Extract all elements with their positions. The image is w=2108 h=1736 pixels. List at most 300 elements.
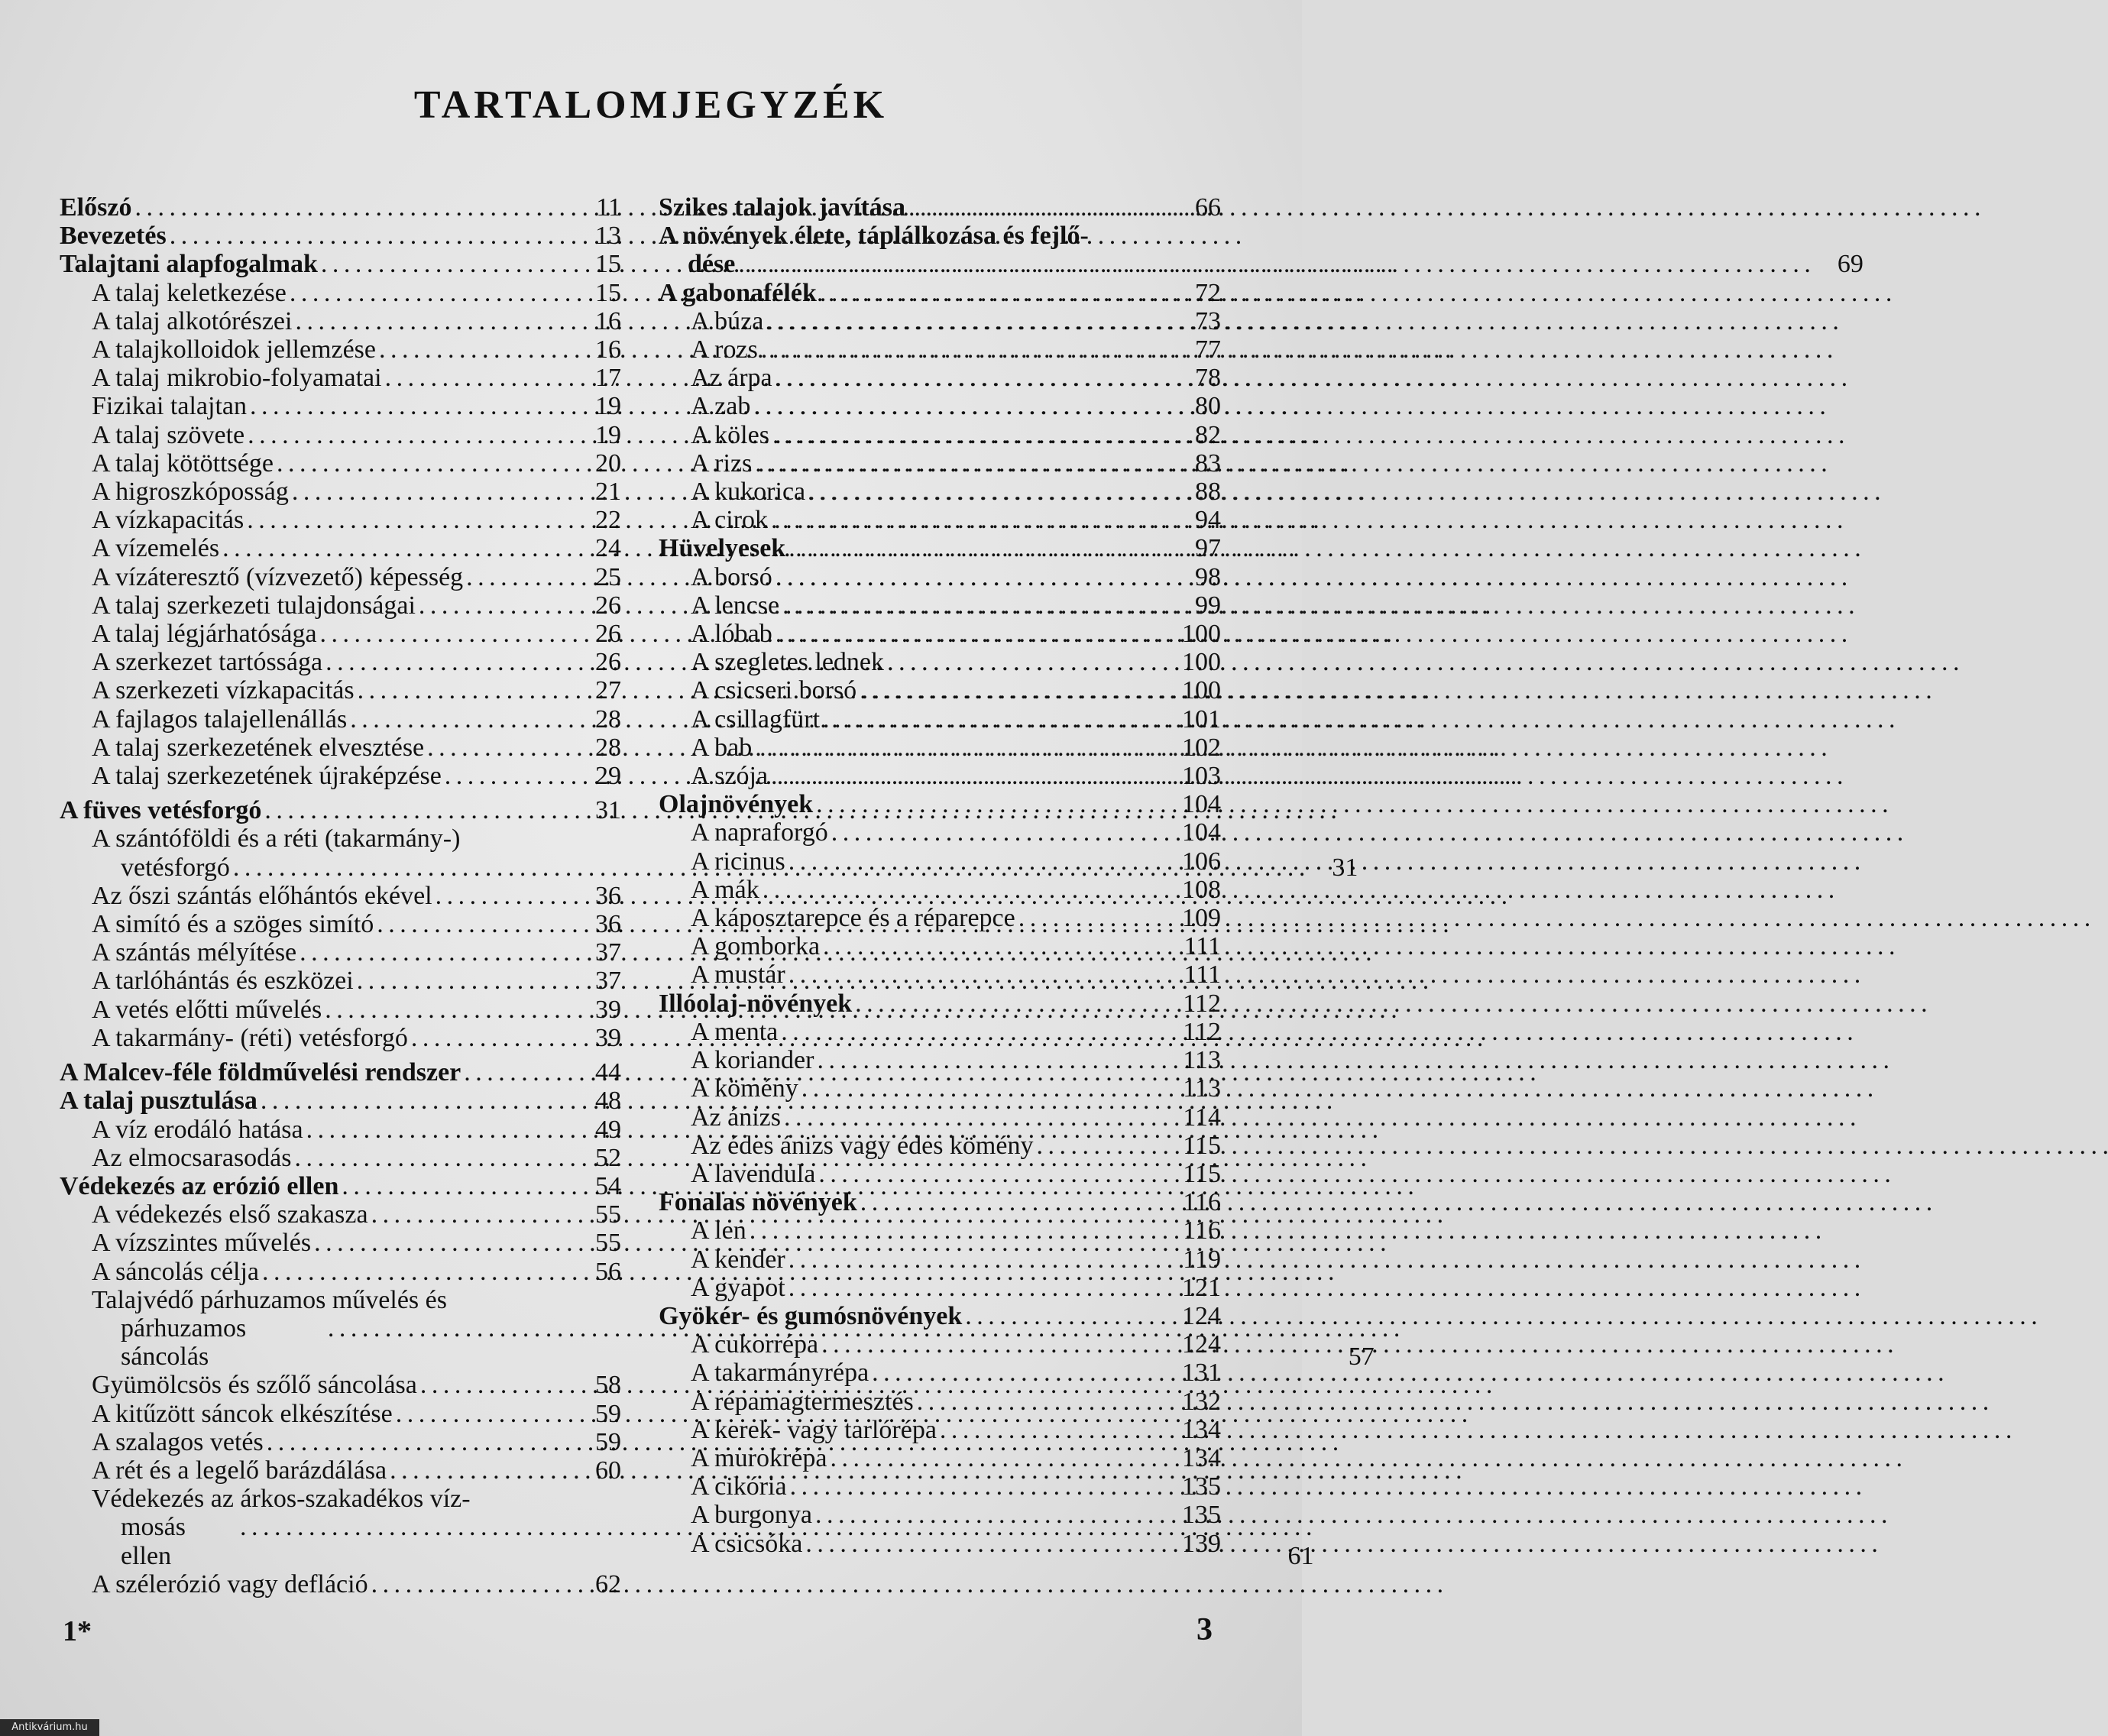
toc-page-number: 39 (595, 995, 621, 1024)
dot-leader (860, 676, 1167, 704)
dot-leader (295, 307, 568, 335)
toc-page-number: 37 (595, 967, 621, 996)
toc-page-number: 103 (1182, 762, 1221, 791)
toc-entry (659, 364, 1221, 392)
toc-entry-label: Szikes talajok javítása (659, 193, 905, 222)
toc-entry (659, 705, 1221, 734)
dot-leader (815, 1501, 1167, 1529)
toc-entry-label: A rozs (691, 335, 758, 364)
toc-page-number: 54 (595, 1171, 621, 1200)
dot-leader (755, 449, 1167, 478)
toc-entry (659, 1388, 1221, 1416)
dot-leader (436, 882, 568, 910)
toc-page-number: 101 (1182, 704, 1221, 734)
toc-entry (60, 392, 621, 420)
dot-leader (267, 1428, 568, 1456)
toc-page-number: 36 (595, 910, 621, 939)
toc-page-number: 27 (595, 676, 621, 705)
toc-page-number: 16 (595, 306, 621, 335)
toc-page-number: 26 (595, 648, 621, 677)
toc-page-number: 22 (595, 506, 621, 535)
toc-entry (659, 1472, 1221, 1501)
dot-leader (790, 1472, 1167, 1501)
toc-entry (659, 1530, 1221, 1558)
toc-entry (60, 449, 621, 478)
toc-entry-label: A gomborka (691, 932, 821, 961)
dot-leader (1036, 1132, 1167, 1160)
toc-entry (659, 1074, 1221, 1103)
toc-entry-label: A cirok (691, 506, 769, 535)
toc-entry (659, 648, 1221, 676)
toc-page-number: 66 (1195, 193, 1221, 222)
toc-entry-label: A talaj mikrobio-folyamatai (92, 364, 382, 393)
dot-leader (342, 1172, 568, 1200)
dot-leader (445, 762, 568, 790)
dot-leader (385, 364, 568, 392)
toc-entry (659, 1216, 1221, 1245)
toc-entry-label: A takarmány- (réti) vetésforgó (92, 1023, 408, 1052)
toc-entry-label: A gabonafélék (659, 278, 817, 307)
dot-leader (427, 734, 568, 762)
dot-leader (295, 1144, 568, 1172)
toc-entry (659, 960, 1221, 989)
toc-page-number: 80 (1195, 392, 1221, 421)
toc-page-number: 113 (1183, 1046, 1221, 1075)
toc-heading-entry (60, 1087, 621, 1115)
toc-page-number: 56 (595, 1257, 621, 1286)
dot-leader (358, 676, 568, 704)
toc-page-number: 19 (595, 420, 621, 449)
dot-leader (419, 591, 568, 620)
toc-entry (659, 620, 1221, 648)
toc-entry (60, 534, 621, 562)
toc-entry (659, 392, 1221, 420)
toc-entry-label: A bab (691, 733, 753, 762)
dot-leader (820, 279, 1167, 307)
toc-entry-label: Az árpa (691, 364, 772, 393)
toc-entry (659, 1416, 1221, 1444)
dot-leader (262, 1258, 568, 1286)
dot-leader (250, 392, 568, 420)
toc-page-number: 24 (595, 534, 621, 563)
toc-entry (659, 847, 1221, 876)
toc-entry-label-line2: mosás ellen (121, 1513, 186, 1570)
toc-entry-label: A csicsóka (691, 1529, 803, 1558)
toc-page-number: 28 (595, 704, 621, 734)
toc-page-number: 72 (1195, 278, 1221, 307)
dot-leader (788, 1245, 1167, 1274)
toc-entry (659, 1018, 1221, 1046)
toc-page-number: 78 (1195, 364, 1221, 393)
toc-entry (60, 1024, 621, 1052)
toc-entry-label: A védekezés első szakasza (92, 1200, 368, 1229)
dot-leader (831, 818, 1167, 847)
dot-leader (277, 449, 568, 478)
toc-entry-label: A mák (691, 875, 759, 904)
toc-heading-entry (60, 222, 621, 250)
toc-entry (659, 421, 1221, 449)
dot-leader (170, 222, 568, 250)
toc-page-number: 88 (1195, 478, 1221, 507)
toc-page-number: 83 (1195, 449, 1221, 478)
toc-entry-label: A vízemelés (92, 534, 220, 563)
toc-entry (60, 1456, 621, 1485)
dot-leader (300, 938, 568, 967)
dot-leader (314, 1229, 568, 1257)
toc-entry-label: A cikória (691, 1472, 787, 1501)
toc-entry-label: A tarlóhántás és eszközei (92, 967, 354, 996)
toc-entry-label: A talaj légjárhatósága (92, 620, 317, 649)
toc-entry-label: A gyapot (691, 1273, 785, 1302)
toc-entry-label: Az édes ánizs vagy édes kömény (691, 1131, 1034, 1160)
toc-page-number: 99 (1195, 591, 1221, 620)
toc-page-number: 124 (1182, 1330, 1221, 1359)
toc-page-number: 55 (595, 1229, 621, 1258)
toc-entry-label: Előszó (60, 193, 132, 222)
dot-leader (396, 1400, 568, 1428)
toc-entry-label: A kömény (691, 1074, 798, 1103)
toc-page-number: 15 (595, 278, 621, 307)
toc-entry (60, 1400, 621, 1428)
toc-page-number: 69 (1837, 250, 1864, 279)
dot-leader (261, 1087, 568, 1115)
toc-entry (60, 307, 621, 335)
toc-entry (659, 478, 1221, 506)
toc-entry (659, 563, 1221, 591)
toc-entry (659, 1160, 1221, 1188)
toc-page-number: 73 (1195, 306, 1221, 335)
toc-entry-label: Fizikai talajtan (92, 392, 247, 421)
toc-heading-entry (60, 193, 621, 222)
toc-entry (659, 876, 1221, 904)
toc-entry-label: A szalagos vetés (92, 1427, 264, 1456)
dot-leader (788, 960, 1167, 989)
toc-entry (659, 506, 1221, 534)
dot-leader (264, 796, 568, 824)
toc-entry-label: A talaj szerkezeti tulajdonságai (92, 591, 416, 620)
toc-page-number: 44 (595, 1058, 621, 1087)
toc-page-number: 119 (1183, 1245, 1221, 1274)
toc-entry-label: A higroszkóposság (92, 478, 289, 507)
dot-leader (357, 967, 568, 995)
toc-page-number: 29 (595, 762, 621, 791)
toc-entry-label: A kitűzött sáncok elkészítése (92, 1399, 393, 1428)
dot-leader (1018, 904, 1167, 932)
toc-page-number: 116 (1183, 1216, 1221, 1245)
dot-leader (781, 1018, 1167, 1046)
toc-page-number: 97 (1195, 534, 1221, 563)
toc-page-number: 139 (1182, 1529, 1221, 1558)
dot-leader (782, 591, 1167, 620)
toc-entry (60, 882, 621, 910)
toc-page-number: 59 (595, 1399, 621, 1428)
dot-leader (808, 478, 1167, 506)
dot-leader (321, 250, 568, 278)
toc-page-number: 49 (595, 1115, 621, 1144)
toc-page-number: 112 (1183, 1017, 1221, 1046)
toc-page-number: 121 (1182, 1273, 1221, 1302)
toc-page-number: 26 (595, 591, 621, 620)
dot-leader (420, 1371, 568, 1399)
toc-page-number: 77 (1195, 335, 1221, 364)
toc-entry-label: A kukorica (691, 478, 806, 507)
toc-page-number: 114 (1183, 1103, 1221, 1132)
toc-entry (659, 762, 1221, 790)
dot-leader (292, 478, 568, 506)
toc-page-number: 61 (1287, 1541, 1314, 1570)
toc-entry (60, 279, 621, 307)
dot-leader (965, 1302, 1167, 1330)
toc-entry-label: A szója (691, 762, 769, 791)
toc-page-number: 17 (595, 364, 621, 393)
toc-entry-label: A borsó (691, 562, 772, 591)
toc-page-number: 21 (595, 478, 621, 507)
toc-entry-label: A talaj szerkezetének elvesztése (92, 733, 425, 762)
dot-leader (776, 364, 1167, 392)
dot-leader (290, 279, 568, 307)
dot-leader (860, 1188, 1167, 1216)
dot-leader (816, 790, 1167, 818)
toc-entry-label: Az őszi szántás előhántós ekével (92, 881, 432, 910)
dot-leader (908, 193, 1167, 222)
toc-page-number: 60 (595, 1456, 621, 1485)
dot-leader (776, 563, 1167, 591)
toc-entry (60, 705, 621, 734)
toc-entry (60, 676, 621, 704)
dot-leader (766, 307, 1167, 335)
dot-leader (411, 1024, 568, 1052)
toc-entry (659, 335, 1221, 364)
toc-entry-label: A szántás mélyítése (92, 938, 297, 967)
toc-entry-label: A csicseri borsó (691, 676, 857, 705)
toc-entry-label-line1: Talajvédő párhuzamos művelés és (92, 1285, 447, 1314)
dot-leader (917, 1388, 1167, 1416)
toc-page-number: 28 (595, 733, 621, 762)
toc-entry (60, 967, 621, 995)
section-gap (60, 1052, 621, 1058)
toc-page-number: 134 (1182, 1415, 1221, 1444)
toc-entry-label: A talaj keletkezése (92, 278, 287, 307)
toc-entry (60, 938, 621, 967)
dot-leader (830, 1444, 1167, 1472)
toc-page-number: 11 (596, 193, 621, 222)
toc-heading-entry (659, 193, 1221, 222)
toc-page-number: 134 (1182, 1443, 1221, 1472)
toc-entry (60, 335, 621, 364)
toc-page-number: 37 (595, 938, 621, 967)
toc-heading-entry (60, 796, 621, 824)
dot-leader (805, 1530, 1167, 1558)
dot-leader (940, 1416, 1167, 1444)
toc-entry-label: A búza (691, 306, 764, 335)
toc-page-number: 16 (595, 335, 621, 364)
toc-page-number: 116 (1183, 1188, 1221, 1217)
dot-leader (325, 648, 568, 676)
toc-entry (60, 506, 621, 534)
dot-leader (771, 506, 1167, 534)
page-title: TARTALOMJEGYZÉK (413, 83, 889, 127)
toc-heading-entry (60, 250, 621, 278)
toc-entry-label: A rizs (691, 449, 753, 478)
toc-entry (659, 1330, 1221, 1359)
toc-page-number: 111 (1184, 932, 1221, 961)
toc-entry (60, 591, 621, 620)
toc-page-number: 115 (1183, 1131, 1221, 1160)
toc-entry-label: A koriander (691, 1046, 814, 1075)
toc-page-number: 124 (1182, 1301, 1221, 1330)
dot-leader (763, 876, 1167, 904)
toc-entry (659, 1103, 1221, 1132)
toc-heading-entry (60, 1172, 621, 1200)
toc-entry-label: A talaj szerkezetének újraképzése (92, 762, 442, 791)
dot-leader (821, 1330, 1167, 1359)
toc-entry-label: A takarmányrépa (691, 1359, 869, 1388)
toc-entry-label-line2: dése (688, 250, 736, 279)
dot-leader (872, 1359, 1167, 1387)
dot-leader (823, 932, 1167, 960)
toc-page-number: 131 (1182, 1359, 1221, 1388)
toc-entry-label: A kender (691, 1245, 785, 1274)
toc-entry-label: A szerkezet tartóssága (92, 648, 323, 677)
toc-entry-label: Az elmocsarasodás (92, 1143, 292, 1172)
toc-entry-label: A szerkezeti vízkapacitás (92, 676, 355, 705)
toc-page-number: 36 (595, 881, 621, 910)
toc-entry-label-line2: vetésforgó (121, 853, 230, 882)
dot-leader (887, 648, 1167, 676)
toc-page-number: 132 (1182, 1387, 1221, 1416)
toc-page-number: 104 (1182, 818, 1221, 847)
toc-entry (60, 1116, 621, 1144)
toc-heading-entry (659, 1188, 1221, 1216)
toc-heading-entry (659, 989, 1221, 1018)
toc-entry (60, 1428, 621, 1456)
toc-page-number: 13 (595, 222, 621, 251)
toc-entry-label: A csillagfürt (691, 704, 821, 734)
dot-leader (753, 392, 1167, 420)
toc-page-number: 100 (1182, 620, 1221, 649)
dot-leader (817, 1046, 1167, 1074)
toc-entry-label: A burgonya (691, 1501, 812, 1530)
toc-page-number: 135 (1182, 1472, 1221, 1501)
toc-page-number: 135 (1182, 1501, 1221, 1530)
toc-entry (60, 1229, 621, 1257)
toc-entry (659, 1132, 1221, 1160)
toc-page-number: 98 (1195, 562, 1221, 591)
toc-page-number: 20 (595, 449, 621, 478)
dot-leader (134, 193, 568, 222)
toc-page-number: 94 (1195, 506, 1221, 535)
toc-entry-label: A répamagtermesztés (691, 1387, 914, 1416)
toc-page-number: 19 (595, 392, 621, 421)
toc-entry-label: A lencse (691, 591, 780, 620)
toc-entry (659, 818, 1221, 847)
toc-entry (659, 307, 1221, 335)
toc-entry-label: A menta (691, 1017, 779, 1046)
toc-entry-label: A szegletes lednek (691, 648, 885, 677)
toc-page-number: 112 (1183, 989, 1221, 1018)
toc-entry-label: Hüvelyesek (659, 534, 786, 563)
toc-entry (60, 1200, 621, 1229)
dot-leader (247, 506, 568, 534)
toc-entry-label: Bevezetés (60, 222, 167, 251)
toc-heading-entry (659, 534, 1221, 562)
dot-leader (771, 762, 1167, 790)
toc-entry (60, 421, 621, 449)
toc-entry (659, 1501, 1221, 1529)
toc-entry (60, 1371, 621, 1399)
dot-leader (738, 250, 1810, 278)
toc-entry-label: Gyümölcsös és szőlő sáncolása (92, 1371, 417, 1400)
dot-leader (325, 996, 568, 1024)
toc-entry-label: A vízáteresztő (vízvezető) képesség (92, 562, 464, 591)
toc-entry-label: A zab (691, 392, 751, 421)
toc-entry-label: A víz erodáló hatása (92, 1115, 303, 1144)
toc-entry (659, 1274, 1221, 1302)
dot-leader (222, 534, 568, 562)
toc-page-number: 55 (595, 1200, 621, 1229)
dot-leader (788, 847, 1167, 876)
toc-entry (60, 648, 621, 676)
toc-entry-label: A köles (691, 420, 769, 449)
toc-entry (659, 449, 1221, 478)
dot-leader (855, 989, 1167, 1018)
toc-entry-label: A Malcev-féle földművelési rendszer (60, 1058, 461, 1087)
toc-page-number: 62 (595, 1569, 621, 1598)
toc-page-number: 57 (1348, 1342, 1375, 1372)
dot-leader (755, 734, 1167, 762)
dot-leader (776, 620, 1167, 648)
dot-leader (464, 1058, 568, 1087)
toc-entry (60, 1258, 621, 1286)
watermark: Antikvárium.hu (0, 1719, 99, 1736)
toc-page-number: 115 (1183, 1159, 1221, 1188)
toc-page-number: 108 (1182, 875, 1221, 904)
toc-entry-label: A fajlagos talajellenállás (92, 704, 348, 734)
toc-entry-label: A szélerózió vagy defláció (92, 1569, 368, 1598)
toc-entry (659, 932, 1221, 960)
toc-entry (659, 1245, 1221, 1274)
dot-leader (801, 1074, 1167, 1103)
toc-entry (60, 478, 621, 506)
toc-entry (659, 1359, 1221, 1387)
toc-entry-label: A talajkolloidok jellemzése (92, 335, 377, 364)
dot-leader (248, 421, 568, 449)
toc-entry (60, 620, 621, 648)
toc-entry-label: A lóbab (691, 620, 772, 649)
toc-entry-label-line1: Védekezés az árkos-szakadékos víz- (92, 1485, 471, 1514)
toc-entry-label-line2: párhuzamos sáncolás (121, 1313, 247, 1372)
toc-page-number: 106 (1182, 847, 1221, 876)
toc-heading-entry (659, 222, 1864, 279)
page-number: 3 (1196, 1612, 1213, 1647)
toc-entry (60, 563, 621, 591)
toc-entry-label: A vízszintes művelés (92, 1229, 312, 1258)
toc-entry-label: A mustár (691, 960, 785, 989)
toc-entry-label: Védekezés az erózió ellen (60, 1171, 339, 1200)
dot-leader (466, 563, 568, 591)
toc-page-number: 26 (595, 620, 621, 649)
toc-entry (60, 364, 621, 392)
toc-entry (659, 591, 1221, 620)
section-gap (60, 790, 621, 796)
toc-entry-label: Illóolaj-növények (659, 989, 853, 1018)
dot-leader (350, 705, 568, 734)
toc-entry-label: A len (691, 1216, 746, 1245)
toc-entry-label: A vetés előtti művelés (92, 995, 322, 1024)
toc-page-number: 25 (595, 562, 621, 591)
toc-heading-entry (659, 279, 1221, 307)
toc-entry (60, 734, 621, 762)
